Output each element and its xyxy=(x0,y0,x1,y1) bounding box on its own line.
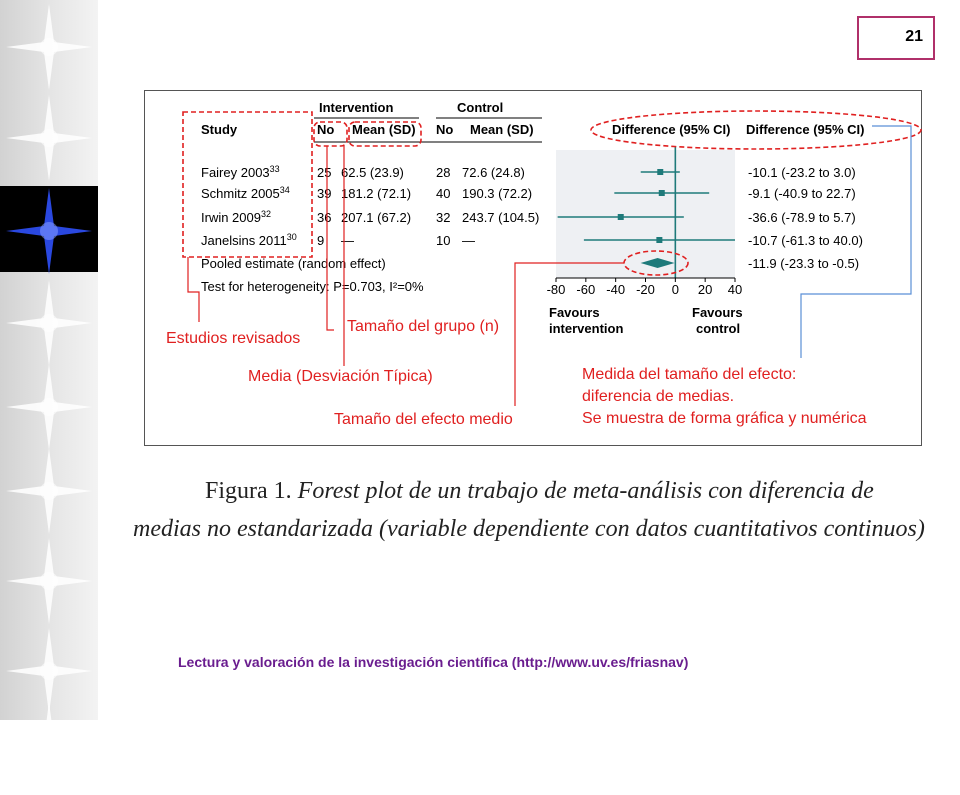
difference-value: -10.7 (-61.3 to 40.0) xyxy=(748,233,863,248)
ctl-n: 32 xyxy=(436,210,451,225)
x-tick-label: 20 xyxy=(697,282,713,297)
intervention-header: Intervention xyxy=(319,100,394,115)
favours-intervention-line2: intervention xyxy=(549,321,624,336)
annotation-effect-mean: Tamaño del efecto medio xyxy=(334,411,513,428)
star-icon xyxy=(4,700,94,790)
x-tick-label: -60 xyxy=(576,282,596,297)
star-icon xyxy=(4,536,94,626)
arrow-studies xyxy=(188,257,199,322)
point-estimate xyxy=(618,214,624,220)
int-n: 36 xyxy=(317,210,332,225)
study-name: Irwin 2009$^{32}$ xyxy=(201,209,271,225)
int-mean: 181.2 (72.1) xyxy=(341,186,412,201)
study-ref: 33 xyxy=(269,164,280,174)
point-estimate xyxy=(656,237,662,243)
x-tick-label: -80 xyxy=(546,282,566,297)
x-tick-label: 40 xyxy=(727,282,743,297)
column-int-mean: Mean (SD) xyxy=(352,122,416,137)
ctl-mean: 243.7 (104.5) xyxy=(462,210,540,225)
column-ctl-no: No xyxy=(436,122,454,137)
star-icon xyxy=(4,186,94,276)
ctl-n: 10 xyxy=(436,233,451,248)
study-name: Schmitz 2005$^{34}$ xyxy=(201,185,290,201)
point-estimate xyxy=(657,169,663,175)
favours-intervention-line1: Favours xyxy=(549,305,600,320)
annotation-effect-measure-line: Se muestra de forma gráfica y numérica xyxy=(582,410,867,427)
figure-label: Figura 1. xyxy=(205,478,292,504)
difference-value: -10.1 (-23.2 to 3.0) xyxy=(748,165,856,180)
ctl-mean: 190.3 (72.2) xyxy=(462,186,533,201)
ctl-mean: 72.6 (24.8) xyxy=(462,165,525,180)
ctl-mean: — xyxy=(462,233,475,248)
page-number: 21 xyxy=(905,28,923,45)
x-tick-label: -40 xyxy=(606,282,626,297)
ctl-n: 28 xyxy=(436,165,451,180)
plot-background xyxy=(556,150,735,278)
star-icon xyxy=(4,446,94,536)
x-tick-label: -20 xyxy=(636,282,655,297)
int-mean: 62.5 (23.9) xyxy=(341,165,404,180)
star-icon xyxy=(4,278,94,368)
column-ctl-mean: Mean (SD) xyxy=(470,122,534,137)
star-icon xyxy=(4,362,94,452)
annotation-effect-measure-line: diferencia de medias. xyxy=(582,388,735,405)
favours-control-line1: Favours xyxy=(692,305,743,320)
column-difference-plot: Difference (95% CI) xyxy=(612,122,731,137)
footer-text: Lectura y valoración de la investigación científica (http://www.uv.es/friasnav) xyxy=(178,654,689,670)
sidebar-decoration xyxy=(0,0,98,720)
annotation-effect-measure-line: Medida del tamaño del efecto: xyxy=(582,366,797,383)
int-mean: 207.1 (67.2) xyxy=(341,210,412,225)
column-study: Study xyxy=(201,122,238,137)
annotation-group-size: Tamaño del grupo (n) xyxy=(347,318,500,335)
int-n: 9 xyxy=(317,233,325,248)
point-estimate xyxy=(659,190,665,196)
annotation-mean-sd: Media (Desviación Típica) xyxy=(248,368,433,385)
x-tick-label: 0 xyxy=(671,282,679,297)
pooled-value: -11.9 (-23.3 to -0.5) xyxy=(748,256,860,271)
int-n: 39 xyxy=(317,186,332,201)
int-mean: — xyxy=(341,233,354,248)
pooled-name: Pooled estimate (random effect) xyxy=(201,256,386,271)
star-icon xyxy=(4,2,94,92)
ctl-n: 40 xyxy=(436,186,451,201)
column-int-no: No xyxy=(317,122,335,137)
study-ref: 32 xyxy=(260,209,271,219)
study-ref: 30 xyxy=(286,232,297,242)
favours-control-line2: control xyxy=(696,321,741,336)
int-n: 25 xyxy=(317,165,332,180)
study-name: Janelsins 2011$^{30}$ xyxy=(201,232,297,248)
forest-plot xyxy=(144,90,922,446)
control-header: Control xyxy=(457,100,504,115)
annotation-studies: Estudios revisados xyxy=(166,330,301,347)
caption-text-1: Forest plot de un trabajo de meta-análisis con diferencia de xyxy=(297,478,874,504)
figure-caption-line1 xyxy=(205,478,874,505)
difference-value: -9.1 (-40.9 to 22.7) xyxy=(748,186,856,201)
difference-value: -36.6 (-78.9 to 5.7) xyxy=(748,210,856,225)
study-ref: 34 xyxy=(279,185,290,195)
page-number-box xyxy=(857,16,935,60)
star-icon xyxy=(4,93,94,183)
figure-caption-line2: medias no estandarizada (variable dependiente con datos cuantitativos continuos) xyxy=(133,516,925,542)
column-difference-values: Difference (95% CI) xyxy=(746,122,865,137)
study-name: Fairey 2003$^{33}$ xyxy=(201,164,280,180)
heterogeneity-text: Test for heterogeneity: P=0.703, I²=0% xyxy=(201,279,424,294)
